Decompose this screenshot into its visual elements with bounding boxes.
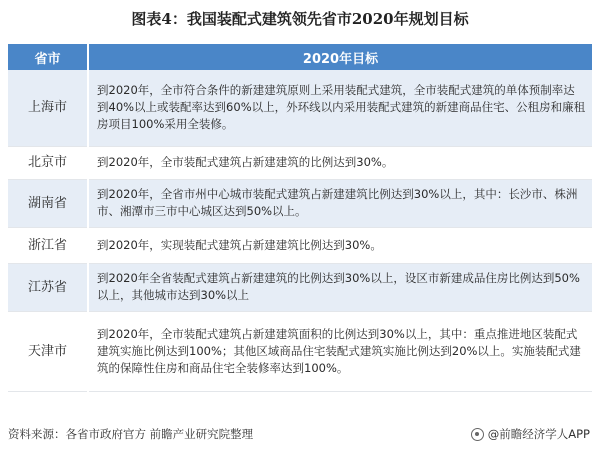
header-province: 省市	[8, 44, 88, 70]
table-row	[8, 227, 592, 263]
target-cell: 到2020年，全省市州中心城市装配式建筑占新建建筑比例达到30%以上，其中：长沙市、株洲市、湘潭市三市中心城区达到50%以上。	[88, 179, 592, 227]
province-cell: 北京市	[8, 146, 88, 179]
target-cell: 到2020年，实现装配式建筑占新建建筑比例达到30%。	[88, 227, 592, 263]
header-target: 2020年目标	[88, 44, 592, 70]
province-cell: 浙江省	[8, 227, 88, 263]
table-row	[8, 263, 592, 311]
source-note: 资料来源：各省市政府官方 前瞻产业研究院整理	[8, 427, 254, 441]
targets-table	[8, 44, 592, 392]
province-cell: 湖南省	[8, 179, 88, 227]
table-row	[8, 179, 592, 227]
province-cell: 天津市	[8, 311, 88, 391]
chart-title: 图表4：我国装配式建筑领先省市2020年规划目标	[131, 10, 469, 28]
target-cell: 到2020年，全市符合条件的新建建筑原则上采用装配式建筑，全市装配式建筑的单体预制率达到40%以上或装配率达到60%以上，外环线以内采用装配式建筑的新建商品住宅、公租房和廉租房项目100%采用全装修。	[88, 70, 592, 146]
province-cell: 江苏省	[8, 263, 88, 311]
brand-credit	[471, 426, 590, 442]
table-header-row	[8, 44, 592, 70]
table-row	[8, 311, 592, 391]
target-cell: 到2020年，全市装配式建筑占新建建筑面积的比例达到30%以上，其中：重点推进地区装配式建筑实施比例达到100%；其他区域商品住宅装配式建筑实施比例达到20%以上。实施装配式建筑的保障性住房和商品住宅全装修率达到100%。	[88, 311, 592, 391]
table-row	[8, 146, 592, 179]
table-row	[8, 70, 592, 146]
province-cell: 上海市	[8, 70, 88, 146]
target-cell: 到2020年全省装配式建筑占新建建筑的比例达到30%以上，设区市新建成品住房比例达到50%以上，其他城市达到30%以上	[88, 263, 592, 311]
brand-logo-icon	[471, 428, 484, 441]
target-cell: 到2020年，全市装配式建筑占新建建筑的比例达到30%。	[88, 146, 592, 179]
brand-label: @前瞻经济学人APP	[487, 427, 590, 441]
